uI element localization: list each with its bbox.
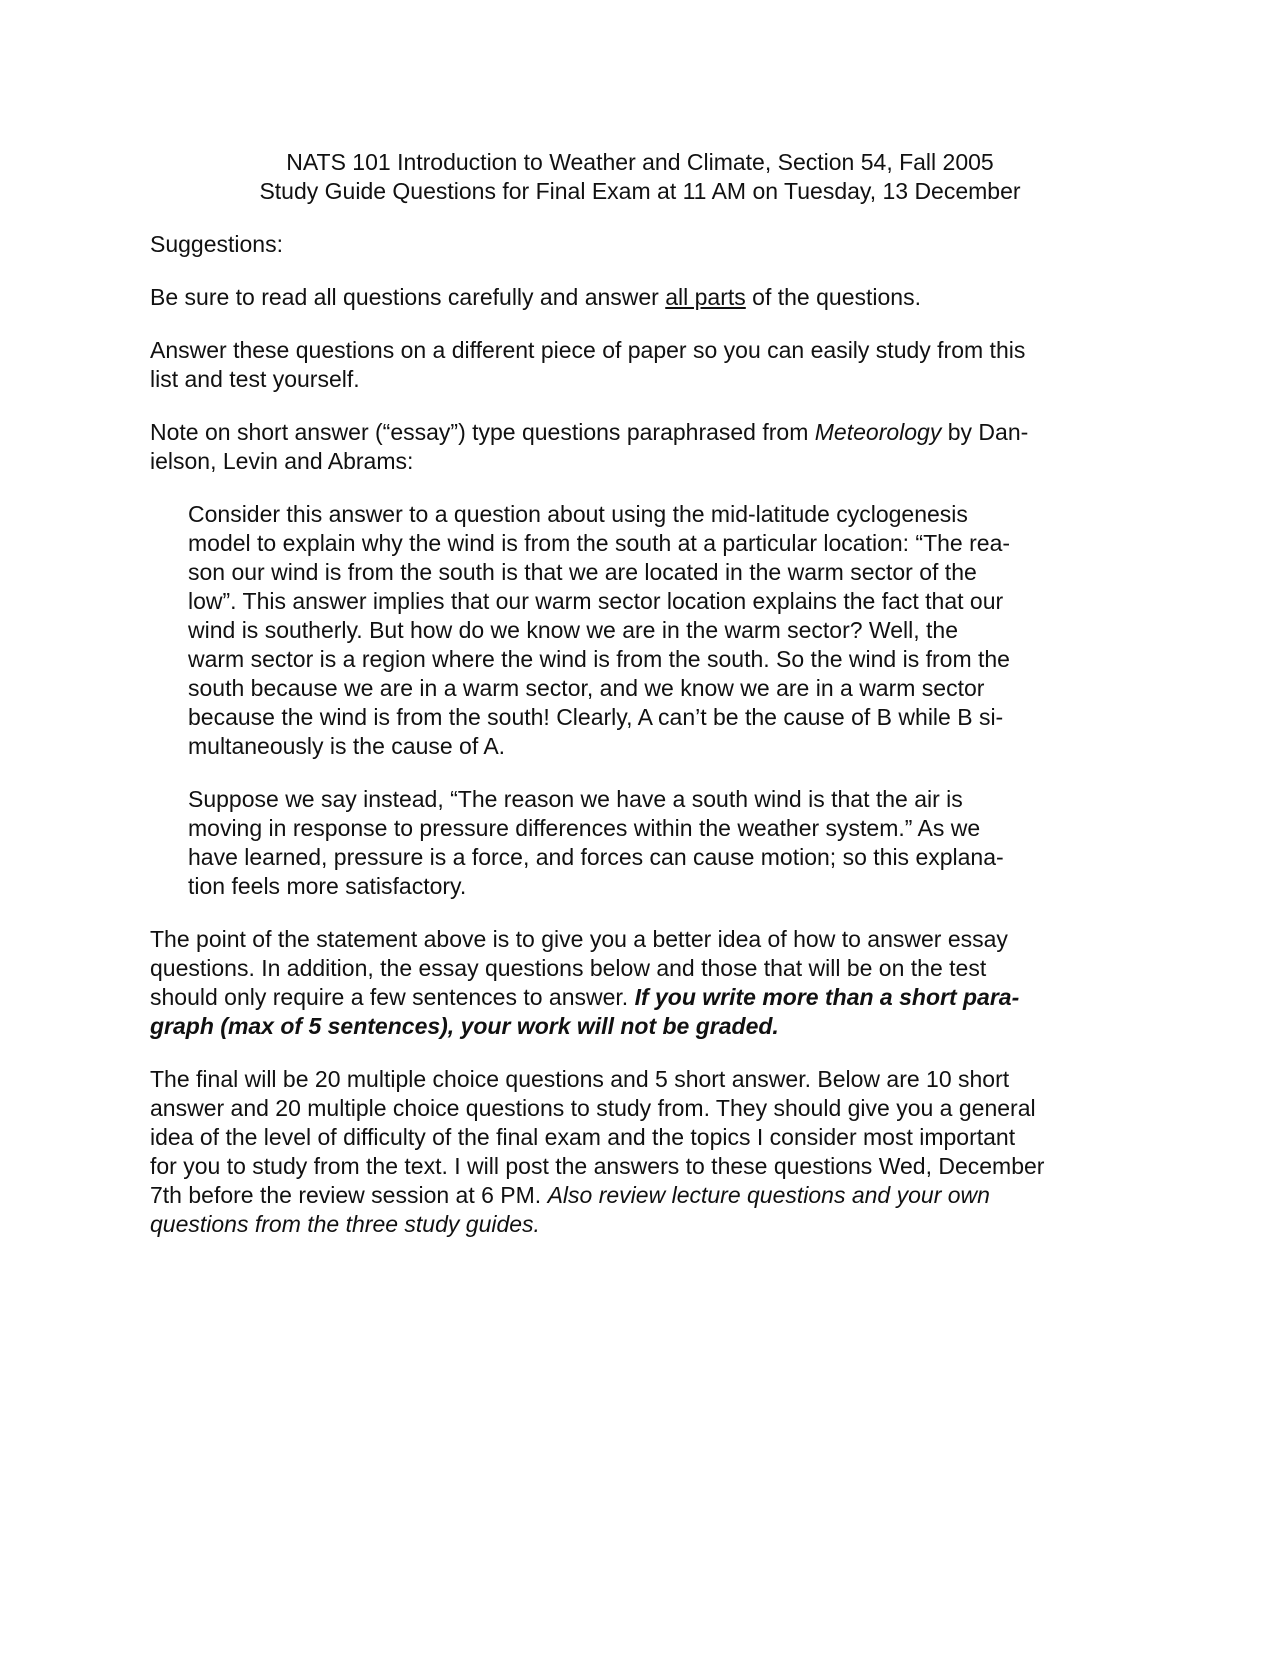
grading-warning: If you write more than a short para- (634, 984, 1020, 1010)
course-title: NATS 101 Introduction to Weather and Climate, Section 54, Fall 2005 (286, 149, 994, 175)
quote-line: warm sector is a region where the wind is from the south. So the wind is from the (188, 646, 1010, 672)
quote-line: multaneously is the cause of A. (188, 733, 506, 759)
paragraph-line: The point of the statement above is to give you a better idea of how to answer essay (150, 926, 1008, 952)
book-title: Meteorology (814, 419, 942, 445)
quote-paragraph-2 (188, 785, 1108, 901)
paragraph-line: for you to study from the text. I will post the answers to these questions Wed, December (150, 1153, 1045, 1179)
paragraph-line: list and test yourself. (150, 366, 360, 392)
quote-line: model to explain why the wind is from the south at a particular location: “The rea- (188, 530, 1011, 556)
paragraph-line: idea of the level of difficulty of the final exam and the topics I consider most important (150, 1124, 1016, 1150)
underlined-all-parts: all parts (665, 284, 746, 310)
paragraph-line: questions. In addition, the essay questions below and those that will be on the test (150, 955, 987, 981)
final-text: 7th before the review session at 6 PM. (150, 1182, 548, 1208)
document-header (150, 148, 1130, 206)
read-text-start: Be sure to read all questions carefully and answer (150, 284, 666, 310)
quote-line: moving in response to pressure differences within the weather system.” As we (188, 815, 981, 841)
paragraph-line: ielson, Levin and Abrams: (150, 448, 414, 474)
point-paragraph (150, 925, 1115, 1041)
paragraph-line (150, 1181, 1115, 1210)
read-carefully-paragraph (150, 283, 1115, 312)
quote-line: because the wind is from the south! Clearly, A can’t be the cause of B while B si- (188, 704, 1004, 730)
paragraph-line: The final will be 20 multiple choice questions and 5 short answer. Below are 10 short (150, 1066, 1010, 1092)
document-body (150, 230, 1115, 1263)
paragraph-line: Answer these questions on a different piece of paper so you can easily study from this (150, 337, 1026, 363)
review-note: questions from the three study guides. (150, 1211, 540, 1237)
note-text: by Dan- (941, 419, 1029, 445)
note-text: Note on short answer (“essay”) type questions paraphrased from (150, 419, 815, 445)
quote-line: Suppose we say instead, “The reason we have a south wind is that the air is (188, 786, 963, 812)
quote-line: low”. This answer implies that our warm sector location explains the fact that our (188, 588, 1004, 614)
quote-line: tion feels more satisfactory. (188, 873, 467, 899)
exam-title: Study Guide Questions for Final Exam at 11 AM on Tuesday, 13 December (259, 178, 1021, 204)
paragraph-line (150, 418, 1115, 447)
answer-paper-paragraph (150, 336, 1115, 394)
suggestions-heading: Suggestions: (150, 231, 283, 257)
quote-line: have learned, pressure is a force, and forces can cause motion; so this explana- (188, 844, 1004, 870)
quote-paragraph-1 (188, 500, 1108, 761)
review-note: Also review lecture questions and your own (547, 1182, 990, 1208)
quote-line: son our wind is from the south is that we are located in the warm sector of the (188, 559, 977, 585)
paragraph-line: answer and 20 multiple choice questions to study from. They should give you a general (150, 1095, 1036, 1121)
paragraph-line (150, 983, 1115, 1012)
note-paragraph (150, 418, 1115, 476)
read-text-end: of the questions. (745, 284, 921, 310)
quote-line: wind is southerly. But how do we know we are in the warm sector? Well, the (188, 617, 958, 643)
quote-line: Consider this answer to a question about using the mid-latitude cyclogenesis (188, 501, 968, 527)
quote-line: south because we are in a warm sector, and we know we are in a warm sector (188, 675, 985, 701)
point-text: should only require a few sentences to answer. (150, 984, 635, 1010)
grading-warning: graph (max of 5 sentences), your work will not be graded. (150, 1013, 779, 1039)
final-exam-paragraph (150, 1065, 1115, 1239)
